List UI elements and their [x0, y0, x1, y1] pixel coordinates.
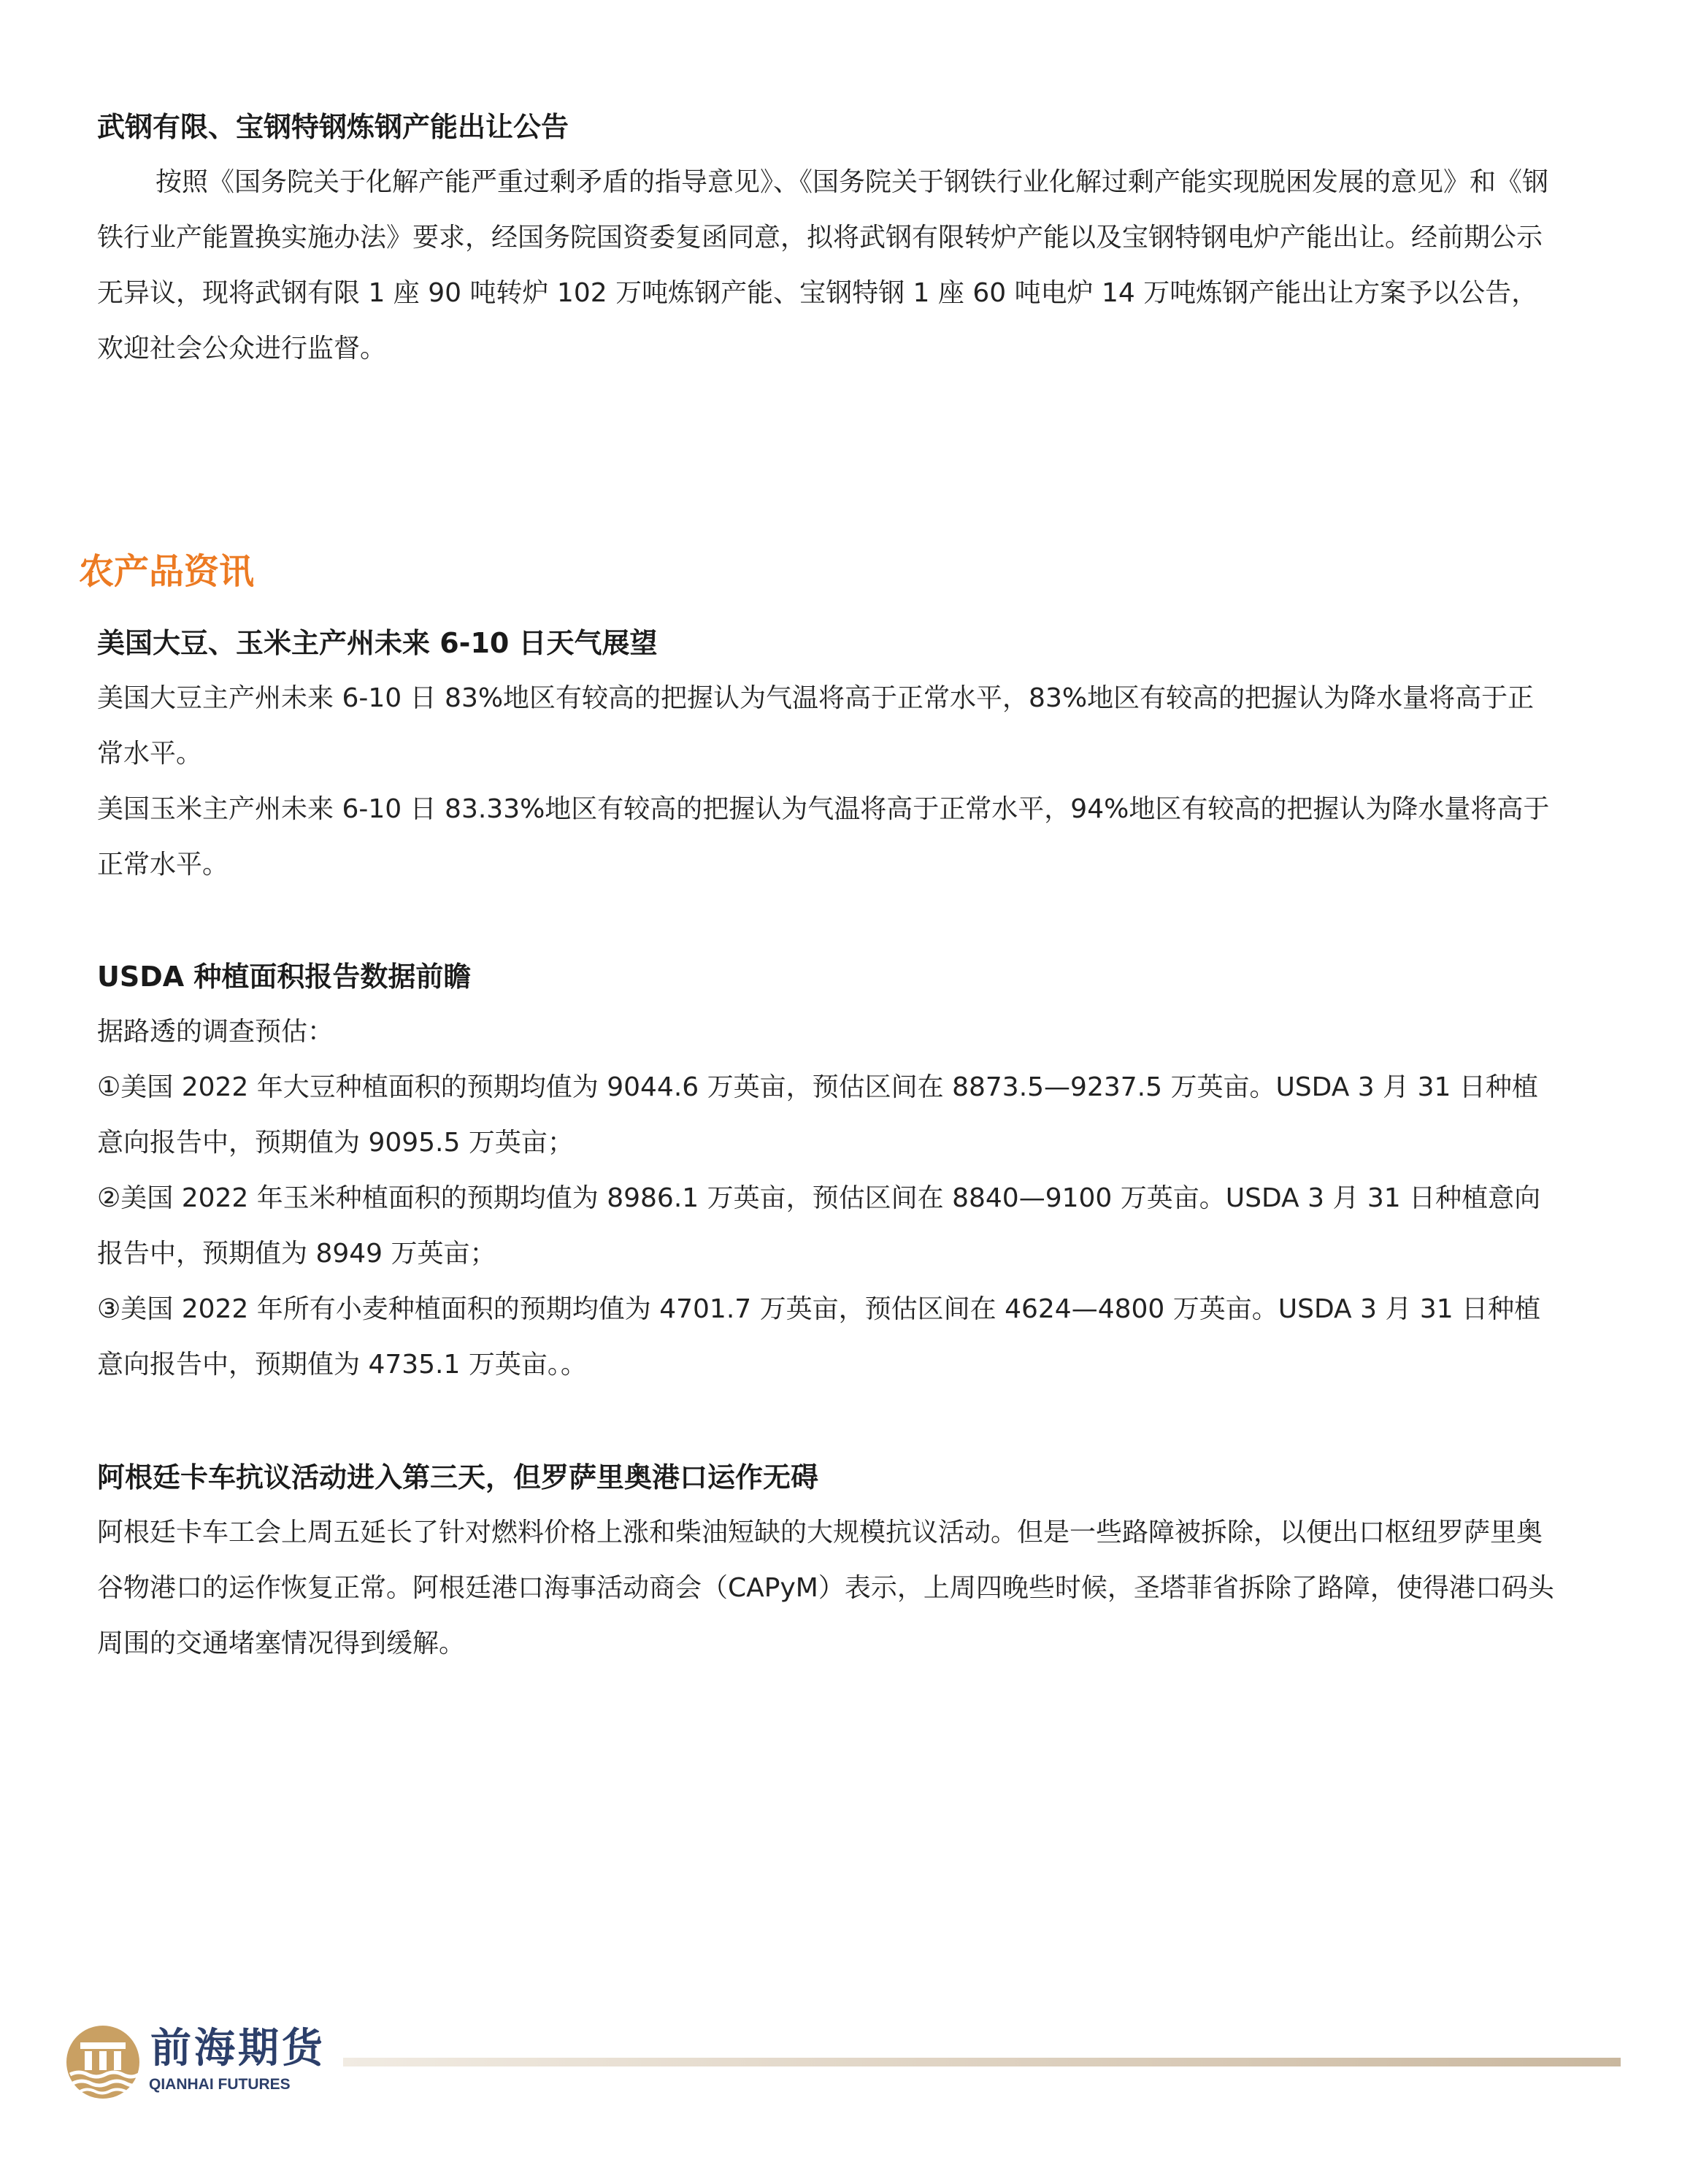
article-body: 阿根廷卡车工会上周五延长了针对燃料价格上涨和柴油短缺的大规模抗议活动。但是一些路障被拆除，以便出口枢纽罗萨里奥谷物港口的运作恢复正常。阿根廷港口海事活动商会（CAPyM）表示，上周四晚些时候，圣塔菲省拆除了路障，使得港口码头周围的交通堵塞情况得到缓解。	[97, 1518, 1554, 1658]
usda-soybean-item: ①美国 2022 年大豆种植面积的预期均值为 9044.6 万英亩，预估区间在 8873.5—9237.5 万英亩。USDA 3 月 31 日种植意向报告中，预期值为 9095.5 万英亩；	[97, 1072, 1538, 1158]
article-title: 武钢有限、宝钢特钢炼钢产能出让公告	[97, 111, 569, 143]
steel-notice-article	[97, 99, 1557, 377]
logo-text-en: QIANHAI FUTURES	[149, 2076, 291, 2093]
usda-corn-item: ②美国 2022 年玉米种植面积的预期均值为 8986.1 万英亩，预估区间在 8840—9100 万英亩。USDA 3 月 31 日种植意向报告中，预期值为 8949 万英亩；	[97, 1183, 1541, 1269]
corn-weather-paragraph: 美国玉米主产州未来 6-10 日 83.33%地区有较高的把握认为气温将高于正常水平，94%地区有较高的把握认为降水量将高于正常水平。	[97, 794, 1550, 880]
article-title: USDA 种植面积报告数据前瞻	[97, 961, 472, 993]
argentina-protest-article	[97, 1450, 1557, 1672]
usda-intro: 据路透的调查预估：	[97, 1017, 334, 1047]
soybean-weather-paragraph: 美国大豆主产州未来 6-10 日 83%地区有较高的把握认为气温将高于正常水平，83%地区有较高的把握认为降水量将高于正常水平。	[97, 683, 1535, 769]
footer	[63, 2022, 1567, 2102]
article-title: 美国大豆、玉米主产州未来 6-10 日天气展望	[97, 627, 658, 659]
usda-preview-article	[97, 949, 1557, 1393]
article-title: 阿根廷卡车抗议活动进入第三天，但罗萨里奥港口运作无碍	[97, 1461, 819, 1493]
qianhai-logo-icon	[63, 2022, 143, 2102]
usda-wheat-item: ③美国 2022 年所有小麦种植面积的预期均值为 4701.7 万英亩，预估区间在 4624—4800 万英亩。USDA 3 月 31 日种植意向报告中，预期值为 4735.1 万英亩。。	[97, 1294, 1541, 1380]
logo-text-cn: 前海期货	[150, 2024, 326, 2072]
weather-outlook-article	[97, 615, 1557, 893]
footer-divider	[343, 2058, 1621, 2066]
article-body: 按照《国务院关于化解产能严重过剩矛盾的指导意见》、《国务院关于钢铁行业化解过剩产能实现脱困发展的意见》和《钢铁行业产能置换实施办法》要求，经国务院国资委复函同意，拟将武钢有限转炉产能以及宝钢特钢电炉产能出让。经前期公示无异议，现将武钢有限 1 座 90 吨转炉 102 万吨炼钢产能、宝钢特钢 1 座 60 吨电炉 14 万吨炼钢产能出让方案予以公告，欢迎社会公众进行监督。	[97, 167, 1549, 364]
section-title: 农产品资讯	[79, 551, 255, 592]
